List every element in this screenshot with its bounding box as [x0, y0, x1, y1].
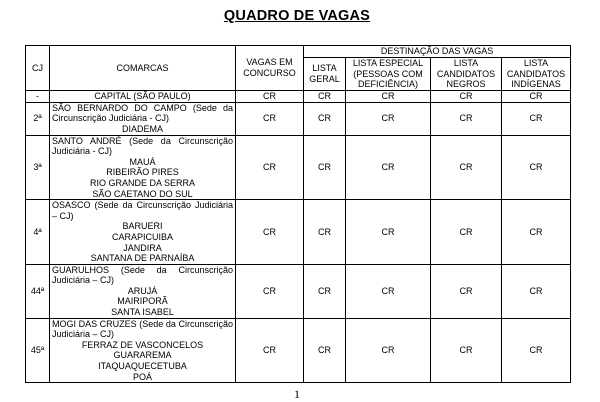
comarca-name: SANTA ISABEL	[111, 307, 174, 318]
comarca-name: MAUÁ	[129, 156, 156, 167]
lista-especial-cell: CR	[346, 102, 431, 135]
page-number: 1	[294, 387, 300, 401]
lista-negros-cell: CR	[431, 318, 502, 383]
lista-negros-cell: CR	[431, 102, 502, 135]
lista-geral-cell: CR	[304, 135, 346, 200]
comarca-name: POÁ	[132, 371, 152, 382]
lista-indigenas-cell: CR	[502, 200, 571, 265]
lista-geral-cell: CR	[304, 318, 346, 383]
sede-comarca: GUARULHOS (Sede da Circunscrição Judiciária – CJ)	[52, 264, 233, 286]
lista-negros-cell: CR	[431, 90, 502, 102]
comarca-name: ARUJÁ	[127, 285, 158, 296]
comarcas-cell	[50, 135, 236, 200]
comarcas-cell	[50, 200, 236, 265]
comarca-name: ITAQUAQUECETUBA	[98, 361, 187, 372]
vagas-cell: CR	[236, 264, 304, 318]
lista-indigenas-cell: CR	[502, 318, 571, 383]
lista-indigenas-cell: CR	[502, 135, 571, 200]
header-comarcas: COMARCAS	[50, 46, 236, 91]
vagas-cell: CR	[236, 135, 304, 200]
comarcas-cell	[50, 102, 236, 135]
sede-comarca: OSASCO (Sede da Circunscrição Judiciária – CJ)	[52, 200, 233, 221]
cj-cell: 44ª	[26, 264, 50, 318]
comarca-name: DIADEMA	[121, 123, 163, 134]
comarca-name: BARUERI	[122, 221, 163, 232]
comarca-name: RIO GRANDE DA SERRA	[89, 177, 196, 188]
lista-negros-cell: CR	[431, 200, 502, 265]
vacancy-table	[25, 45, 571, 383]
lista-especial-cell: CR	[346, 135, 431, 200]
comarcas-cell	[50, 318, 236, 383]
comarca-name: CAPITAL (SÃO PAULO)	[94, 90, 191, 101]
comarcas-cell	[50, 264, 236, 318]
lista-especial-cell: CR	[346, 264, 431, 318]
lista-especial-cell: CR	[346, 318, 431, 383]
lista-geral-cell: CR	[304, 102, 346, 135]
header-lista-especial: LISTA ESPECIAL (PESSOAS COM DEFICIÊNCIA)	[346, 58, 431, 91]
lista-especial-cell: CR	[346, 200, 431, 265]
cj-cell: -	[26, 90, 50, 102]
comarca-name: CARAPICUIBA	[111, 231, 173, 242]
table-row	[26, 200, 571, 265]
lista-indigenas-cell: CR	[502, 90, 571, 102]
table-row	[26, 135, 571, 200]
comarca-name: GUARAREMA	[113, 350, 172, 361]
comarca-name: JANDIRA	[123, 242, 162, 253]
table-row	[26, 90, 571, 102]
comarcas-cell	[50, 90, 236, 102]
table-row	[26, 318, 571, 383]
comarca-name: FERRAZ DE VASCONCELOS	[81, 339, 204, 350]
lista-indigenas-cell: CR	[502, 264, 571, 318]
lista-negros-cell: CR	[431, 135, 502, 200]
header-cj: CJ	[26, 46, 50, 91]
sede-comarca: SÃO BERNARDO DO CAMPO (Sede da Circunscrição Judiciária - CJ)	[52, 102, 233, 124]
comarca-name: RIBEIRÃO PIRES	[106, 167, 179, 178]
vagas-cell: CR	[236, 90, 304, 102]
table-row	[26, 264, 571, 318]
header-lista-negros: LISTA CANDIDATOS NEGROS	[431, 58, 502, 91]
lista-geral-cell: CR	[304, 200, 346, 265]
lista-indigenas-cell: CR	[502, 102, 571, 135]
header-lista-geral: LISTA GERAL	[304, 58, 346, 91]
lista-negros-cell: CR	[431, 264, 502, 318]
comarca-name: SANTANA DE PARNAÍBA	[90, 253, 195, 264]
cj-cell: 2ª	[26, 102, 50, 135]
comarca-name: MAIRIPORÃ	[117, 296, 168, 307]
header-lista-indigenas: LISTA CANDIDATOS INDÍGENAS	[502, 58, 571, 91]
cj-cell: 3ª	[26, 135, 50, 200]
sede-comarca: MOGI DAS CRUZES (Sede da Circunscrição Judiciária – CJ)	[52, 318, 233, 340]
lista-especial-cell: CR	[346, 90, 431, 102]
header-destinacao: DESTINAÇÃO DAS VAGAS	[304, 46, 571, 58]
table-body	[26, 90, 571, 382]
vagas-cell: CR	[236, 102, 304, 135]
page-title: QUADRO DE VAGAS	[223, 8, 371, 24]
comarca-name: SÃO CAETANO DO SUL	[92, 188, 193, 199]
vagas-cell: CR	[236, 200, 304, 265]
cj-cell: 45ª	[26, 318, 50, 383]
sede-comarca: SANTO ANDRÉ (Sede da Circunscrição Judiciária - CJ)	[52, 135, 233, 157]
lista-geral-cell: CR	[304, 90, 346, 102]
lista-geral-cell: CR	[304, 264, 346, 318]
header-vagas: VAGAS EM CONCURSO	[236, 46, 304, 91]
table-row	[26, 102, 571, 135]
vagas-cell: CR	[236, 318, 304, 383]
cj-cell: 4ª	[26, 200, 50, 265]
